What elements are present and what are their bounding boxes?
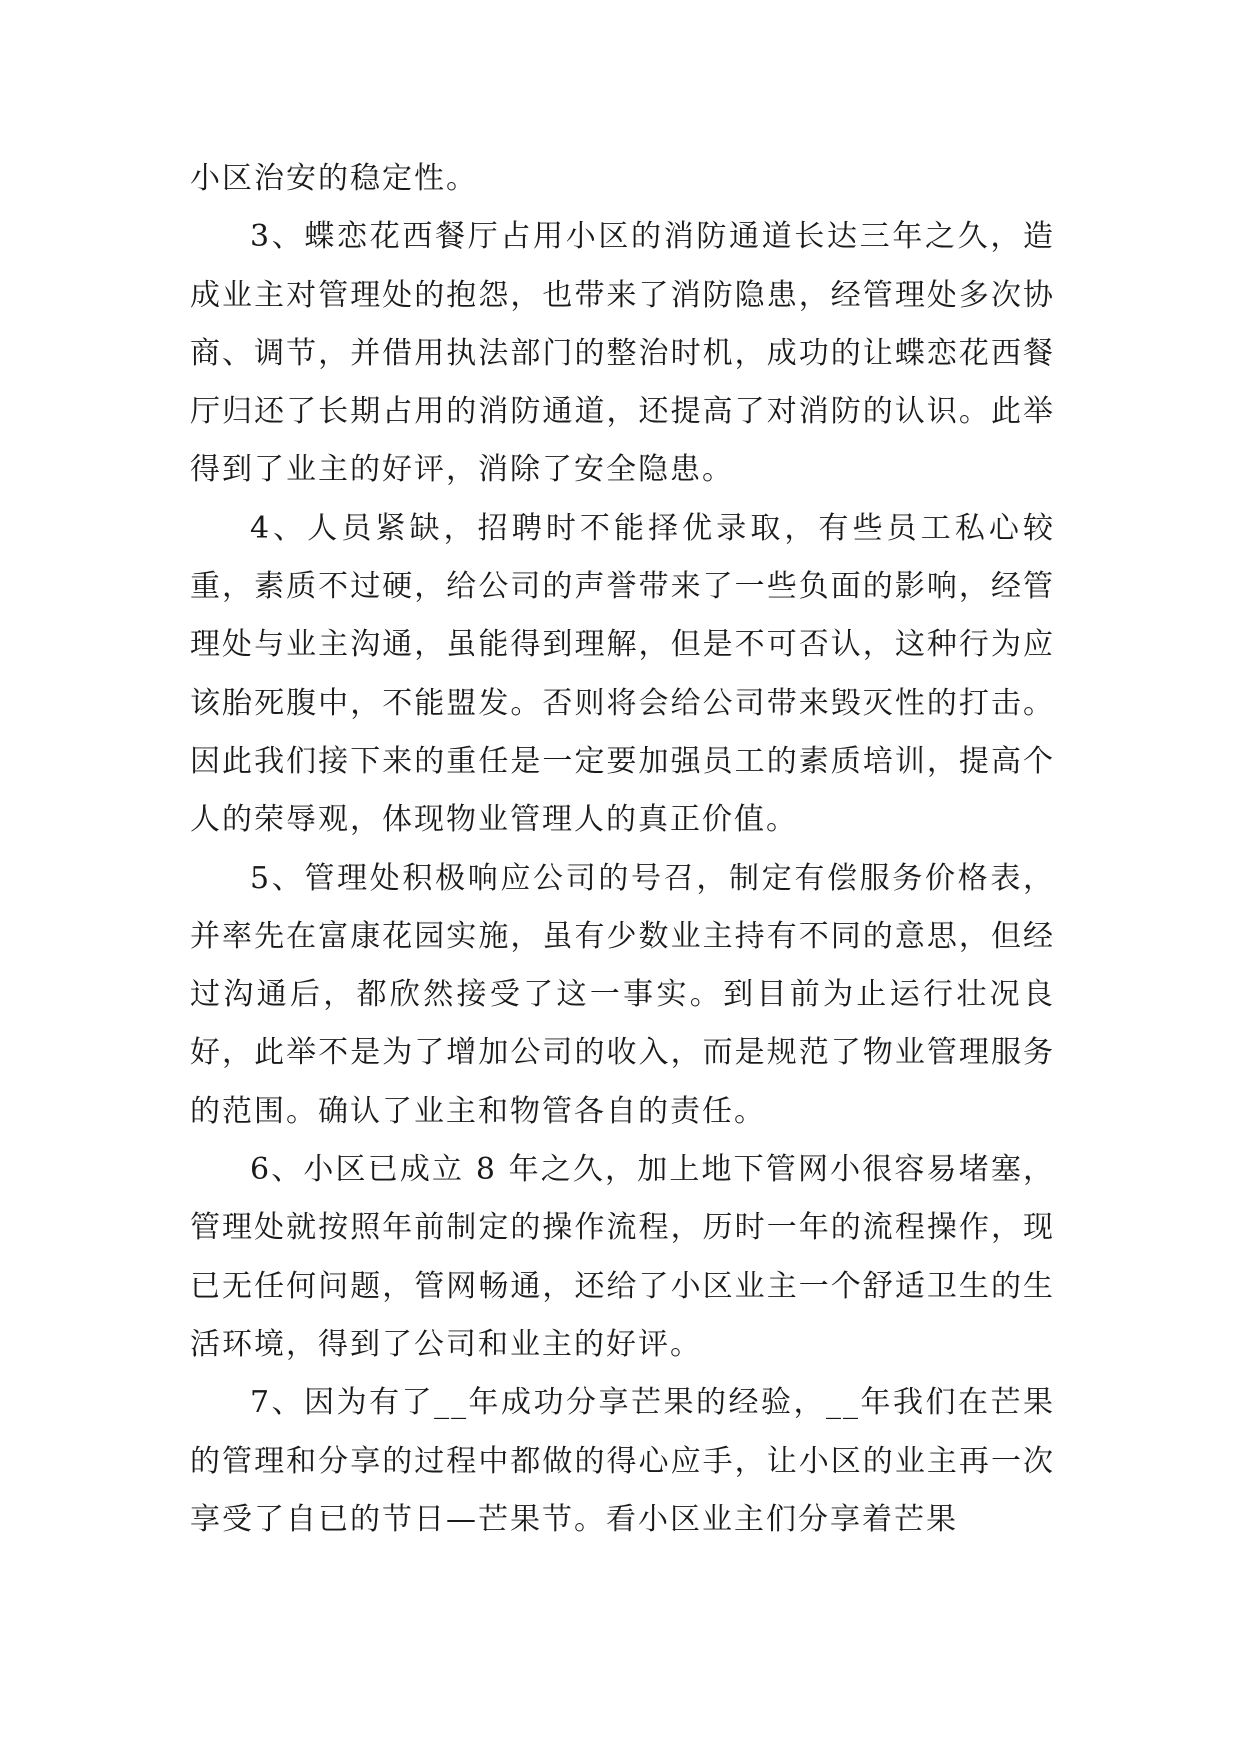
paragraph-item-6: 6、小区已成立 8 年之久，加上地下管网小很容易堵塞，管理处就按照年前制定的操作流程，历时一年的流程操作，现已无任何问题，管网畅通，还给了小区业主一个舒适卫生的生活环境，得到了公司和业主的好评。 xyxy=(190,1152,1055,1362)
paragraph-item-4: 4、人员紧缺，招聘时不能择优录取，有些员工私心较重，素质不过硬，给公司的声誉带来了一些负面的影响，经管理处与业主沟通，虽能得到理解，但是不可否认，这种行为应该胎死腹中，不能盟发。否则将会给公司带来毁灭性的打击。因此我们接下来的重任是一定要加强员工的素质培训，提高个人的荣辱观，体现物业管理人的真正价值。 xyxy=(190,510,1055,838)
paragraph-item-5: 5、管理处积极响应公司的号召，制定有偿服务价格表，并率先在富康花园实施，虽有少数业主持有不同的意思，但经过沟通后，都欣然接受了这一事实。到目前为止运行壮况良好，此举不是为了增加公司的收入，而是规范了物业管理服务的范围。确认了业主和物管各自的责任。 xyxy=(190,860,1055,1129)
paragraph-item-7: 7、因为有了__年成功分享芒果的经验，__年我们在芒果的管理和分享的过程中都做的得心应手，让小区的业主再一次享受了自已的节日—芒果节。看小区业主们分享着芒果 xyxy=(190,1385,1055,1537)
document-body xyxy=(190,150,1055,1549)
paragraph-continuation: 小区治安的稳定性。 xyxy=(190,161,478,196)
paragraph-item-3: 3、蝶恋花西餐厅占用小区的消防通道长达三年之久，造成业主对管理处的抱怨，也带来了消防隐患，经管理处多次协商、调节，并借用执法部门的整治时机，成功的让蝶恋花西餐厅归还了长期占用的消防通道，还提高了对消防的认识。此举得到了业主的好评，消除了安全隐患。 xyxy=(190,219,1055,488)
